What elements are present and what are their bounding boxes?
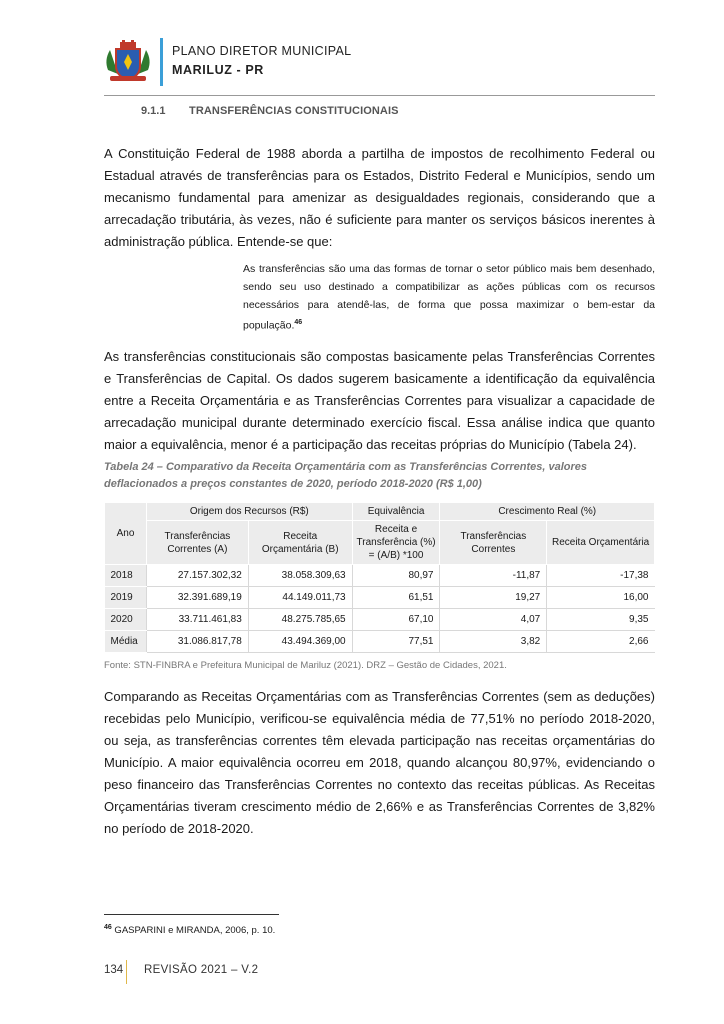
equivalencia-cell: 80,97 [352,565,440,587]
header-origem-recursos: Origem dos Recursos (R$) [146,503,352,521]
receita-cell: 43.494.369,00 [248,631,352,653]
equivalencia-cell: 77,51 [352,631,440,653]
transferencias-cell: 33.711.461,83 [146,609,248,631]
table-caption: Tabela 24 – Comparativo da Receita Orçamentária com as Transferências Correntes, valores deflacionados a preços constantes de 2020, período 2018-2020 (R$ 1,00) [104,461,588,490]
receita-cell: 44.149.011,73 [248,587,352,609]
footnote [104,924,275,936]
paragraph-composition: As transferências constitucionais são compostas basicamente pelas Transferências Correntes e Transferências de Capital. Os dados sugerem basicamente a identificação da equivalência entre a Receita Orçamentária e as Transferências Correntes para visualizar a capacidade de arrecadação municipal durante determinado exercício fiscal. Essa análise indica que quanto maior a equivalência, menor é a participação das receitas próprias do Município (Tabela 24). [104,349,655,452]
block-quote [243,260,655,335]
footnote-number: 46 [104,924,112,931]
table-row [105,565,655,587]
equivalencia-cell: 61,51 [352,587,440,609]
cresc-transferencias-cell: -11,87 [440,565,547,587]
receita-cell: 38.058.309,63 [248,565,352,587]
footnote-text: GASPARINI e MIRANDA, 2006, p. 10. [111,925,276,937]
table-source: Fonte: STN-FINBRA e Prefeitura Municipal de Mariluz (2021). DRZ – Gestão de Cidades, 2021. [104,660,507,671]
header-receita-transferencia: Receita e Transferência (%) = (A/B) *100 [352,521,440,565]
revenue-comparison-table [104,502,655,653]
quote-footnote-ref: 46 [294,319,303,326]
paragraph-analysis: Comparando as Receitas Orçamentárias com as Transferências Correntes (sem as deduções) recebidas pelo Município, verificou-se equivalência média de 77,51% no período 2018-2020, ou seja, as transferências correntes têm elevada participação nas receitas orçamentárias do Município. A maior equivalência ocorreu em 2018, quando alcançou 80,97%, evidenciando o peso financeiro das Transferências Correntes no contexto das receitas públicas. As Receitas Orçamentárias tiveram crescimento médio de 2,66% e as Transferências Correntes de 3,82% no período de 2018-2020. [104,689,655,836]
section-title: TRANSFERÊNCIAS CONSTITUCIONAIS [189,105,399,117]
header-accent-bar [160,38,163,86]
transferencias-cell: 27.157.302,32 [146,565,248,587]
year-cell: 2020 [105,609,147,631]
transferencias-cell: 32.391.689,19 [146,587,248,609]
header-ano: Ano [105,503,147,565]
table-row [105,587,655,609]
header-equivalencia: Equivalência [352,503,440,521]
paragraph-intro: A Constituição Federal de 1988 aborda a partilha de impostos de recolhimento Federal ou Estadual através de transferências para os Estados, Distrito Federal e Municípios, sendo um mecanismo fundamental para amenizar as desigualdades regionais, considerando que a arrecadação tributária, às vezes, não é suficiente para manter os serviços básicos inerentes à administração pública. Entende-se que: [104,146,655,249]
revision-label: REVISÃO 2021 – V.2 [144,964,259,976]
header-crescimento-real: Crescimento Real (%) [440,503,655,521]
quote-text: As transferências são uma das formas de tornar o setor público mais bem desenhado, sendo seu uso destinado a compatibilizar as ações públicas com os recursos necessários para atendê-las, de forma que possa maximizar o bem-estar da população. [243,263,655,332]
header-receita-orcamentaria: Receita Orçamentária (B) [248,521,352,565]
header-cresc-transferencias: Transferências Correntes [440,521,547,565]
cresc-transferencias-cell: 4,07 [440,609,547,631]
header-cresc-receita: Receita Orçamentária [547,521,655,565]
cresc-receita-cell: -17,38 [547,565,655,587]
header-divider [104,95,655,96]
table-row [105,631,655,653]
cresc-transferencias-cell: 3,82 [440,631,547,653]
transferencias-cell: 31.086.817,78 [146,631,248,653]
section-number: 9.1.1 [141,105,166,117]
year-cell: 2019 [105,587,147,609]
coat-of-arms-icon [104,40,152,84]
municipality-name: MARILUZ - PR [172,63,264,77]
equivalencia-cell: 67,10 [352,609,440,631]
table-row [105,609,655,631]
year-cell: Média [105,631,147,653]
document-title: PLANO DIRETOR MUNICIPAL [172,44,352,58]
page-number: 134 [104,964,124,976]
cresc-receita-cell: 2,66 [547,631,655,653]
header-transferencias-correntes: Transferências Correntes (A) [146,521,248,565]
cresc-transferencias-cell: 19,27 [440,587,547,609]
receita-cell: 48.275.785,65 [248,609,352,631]
cresc-receita-cell: 16,00 [547,587,655,609]
cresc-receita-cell: 9,35 [547,609,655,631]
footnote-divider [104,914,279,915]
year-cell: 2018 [105,565,147,587]
footer-accent-bar [126,960,127,984]
